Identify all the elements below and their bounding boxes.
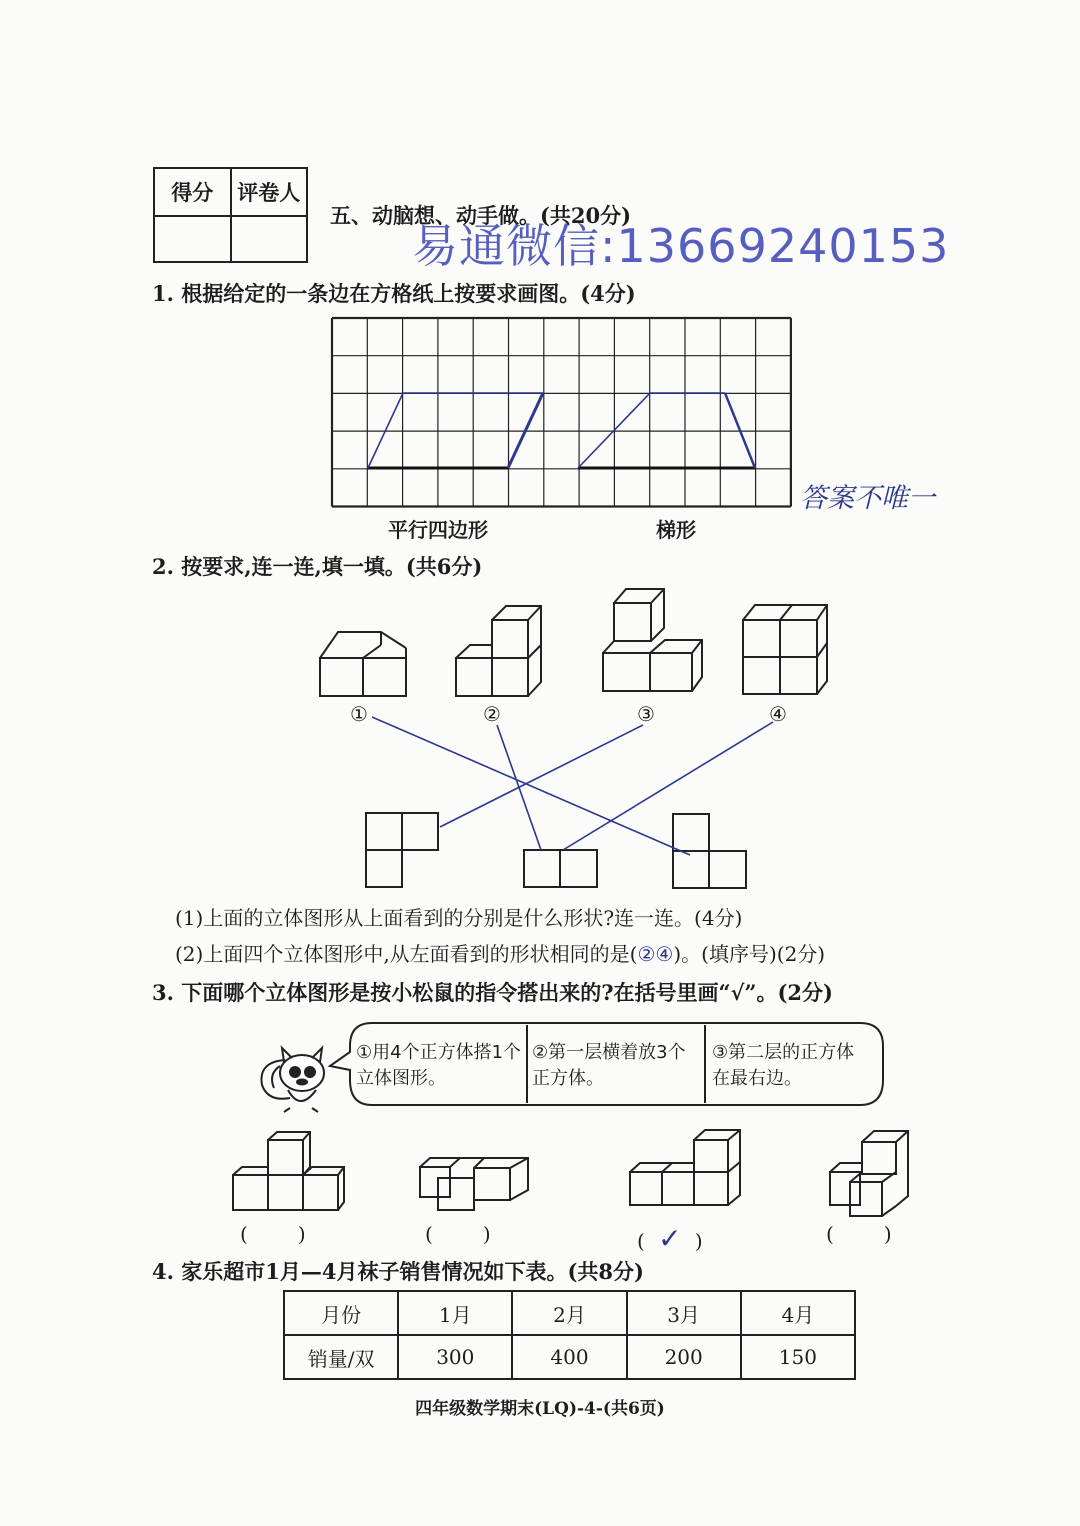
q1-title: 1. 根据给定的一条边在方格纸上按要求画图。(4分) <box>152 281 636 306</box>
q3-title: 3. 下面哪个立体图形是按小松鼠的指令搭出来的?在括号里画“√”。(2分) <box>152 980 833 1005</box>
grader-label: 评卷人 <box>230 169 307 215</box>
solid-number-2: ② <box>483 702 501 726</box>
table-cell: 2月 <box>512 1291 626 1335</box>
solid-number-3: ③ <box>637 702 655 726</box>
instruction-1: ①用4个正方体搭1个立体图形。 <box>356 1042 522 1089</box>
table-cell: 月份 <box>284 1291 398 1335</box>
option-a-solid <box>233 1132 344 1210</box>
check-mark: ✓ <box>658 1222 682 1255</box>
q2-sub1: (1)上面的立体图形从上面看到的分别是什么形状?连一连。(4分) <box>175 906 743 930</box>
top-view-c <box>673 814 746 888</box>
table-cell: 1月 <box>398 1291 512 1335</box>
solid-2 <box>456 606 541 696</box>
squirrel-icon <box>261 1048 324 1112</box>
table-cell: 150 <box>741 1335 855 1379</box>
section-title: 五、动脑想、动手做。(共20分) <box>330 203 632 228</box>
bracket-b[interactable]: ( ) <box>425 1222 491 1246</box>
q4-title: 4. 家乐超市1月—4月袜子销售情况如下表。(共8分) <box>152 1259 644 1284</box>
table-cell: 300 <box>398 1335 512 1379</box>
grid-paper <box>332 318 791 507</box>
handwritten-note: 答案不唯一 <box>800 483 935 514</box>
table-header-row <box>284 1291 855 1335</box>
bracket-a[interactable]: ( ) <box>240 1222 306 1246</box>
page-footer: 四年级数学期末(LQ)-4-(共6页) <box>415 1399 665 1419</box>
solid-4 <box>743 605 827 694</box>
solid-1 <box>320 632 406 696</box>
solid-3 <box>603 589 702 691</box>
table-row <box>284 1335 855 1379</box>
table-cell: 3月 <box>627 1291 741 1335</box>
q2-sub2-before: (2)上面四个立体图形中,从左面看到的形状相同的是( <box>175 942 638 966</box>
option-b-solid <box>420 1158 528 1210</box>
q2-sub2-after: )。(填序号)(2分) <box>673 942 826 966</box>
option-c-solid <box>630 1130 740 1205</box>
q2-title: 2. 按要求,连一连,填一填。(共6分) <box>152 554 483 579</box>
label-parallelogram: 平行四边形 <box>388 518 488 542</box>
instruction-2: ②第一层横着放3个正方体。 <box>532 1042 686 1089</box>
top-view-a <box>366 813 438 887</box>
table-cell: 400 <box>512 1335 626 1379</box>
table-cell: 销量/双 <box>284 1335 398 1379</box>
solid-number-4: ④ <box>769 702 787 726</box>
option-d-solid <box>830 1131 908 1216</box>
solid-number-1: ① <box>350 702 368 726</box>
top-view-b <box>524 850 597 887</box>
table-cell: 4月 <box>741 1291 855 1335</box>
matching-lines <box>372 717 773 855</box>
table-cell: 200 <box>627 1335 741 1379</box>
q2-sub2 <box>175 938 825 967</box>
q2-sub2-answer[interactable]: ②④ <box>637 942 674 966</box>
bracket-c[interactable]: ( ✓ ) <box>637 1222 703 1255</box>
watermark: 易通微信:13669240153 <box>412 219 950 273</box>
instruction-3: ③第二层的正方体在最右边。 <box>712 1042 855 1089</box>
label-trapezoid: 梯形 <box>656 518 696 542</box>
bracket-d[interactable]: ( ) <box>826 1222 892 1246</box>
sales-table <box>283 1290 856 1380</box>
score-label: 得分 <box>171 180 214 205</box>
